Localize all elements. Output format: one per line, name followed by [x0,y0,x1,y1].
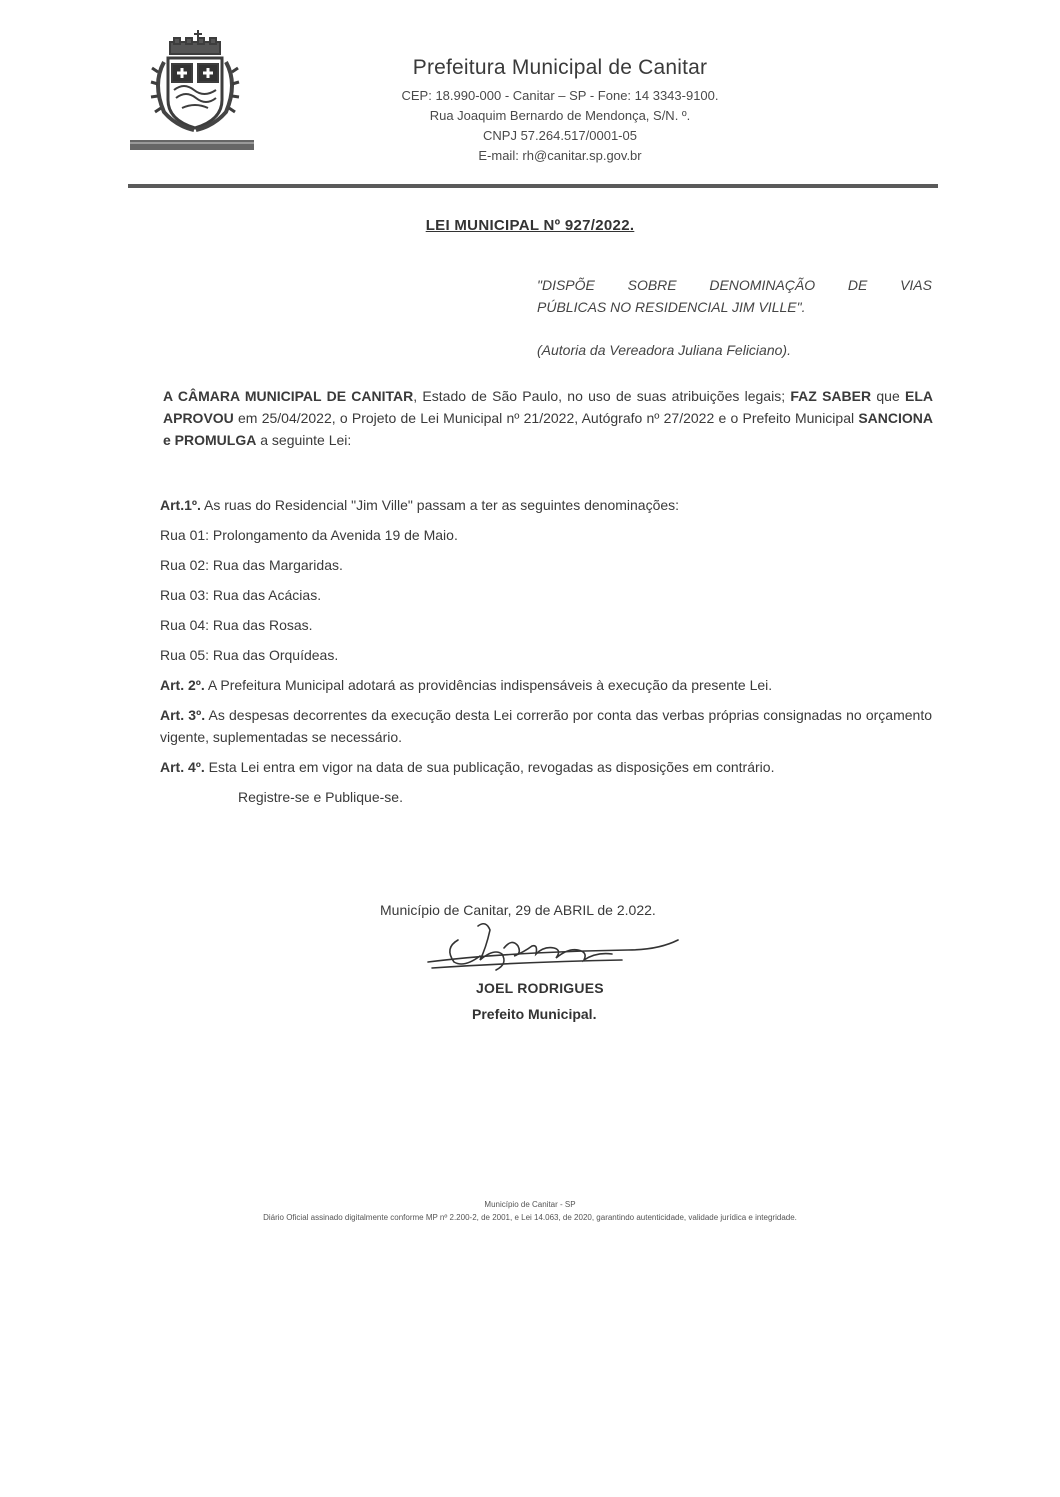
article-3 [160,704,932,748]
article-label: Art. 3º. [160,707,206,723]
handwritten-signature-icon [418,918,688,978]
authorship: (Autoria da Vereadora Juliana Feliciano). [537,342,791,358]
preamble-text: em 25/04/2022, o Projeto de Lei Municipal nº 21/2022, Autógrafo nº 27/2022 e o Prefeito Municipal [233,410,859,426]
preamble-text: que [871,388,906,404]
preamble [163,385,933,451]
article-label: Art. 4º. [160,759,205,775]
ementa-word: DENOMINAÇÃO [709,277,816,293]
signer-role: Prefeito Municipal. [472,1006,597,1022]
preamble-bold: FAZ SABER [790,388,872,404]
email-line: E-mail: rh@canitar.sp.gov.br [478,148,642,163]
ementa-word: DE [847,277,868,293]
article-text: A Prefeitura Municipal adotará as providências indispensáveis à execução da presente Lei. [204,677,773,693]
signer-name: JOEL RODRIGUES [476,980,604,996]
preamble-bold: A CÂMARA MUNICIPAL DE CANITAR [163,388,414,404]
article-2 [160,674,932,696]
law-title: LEI MUNICIPAL Nº 927/2022. [425,217,635,234]
article-text: Esta Lei entra em vigor na data de sua publicação, revogadas as disposições em contrário. [204,759,775,775]
ementa-word: SOBRE [627,277,677,293]
date-line: Município de Canitar, 29 de ABRIL de 2.022. [380,902,656,918]
article-text: As despesas decorrentes da execução desta Lei correrão por conta das verbas próprias consignadas no orçamento vigente, suplementadas se necessário. [160,707,932,745]
street-item: Rua 04: Rua das Rosas. [160,617,313,633]
organization-header [300,56,820,163]
coat-of-arms-icon [128,28,258,158]
header-divider [128,184,938,188]
street-line: Rua Joaquim Bernardo de Mendonça, S/N. º. [429,108,691,123]
article-label: Art.1º. [160,497,201,513]
article-4 [160,756,932,778]
ementa-word: "DISPÕE [537,277,595,293]
preamble-text: , Estado de São Paulo, no uso de suas atribuições legais; [413,388,791,404]
cnpj-line: CNPJ 57.264.517/0001-05 [483,128,637,143]
footer-legal-note: Diário Oficial assinado digitalmente conforme MP nº 2.200-2, de 2001, e Lei 14.063, de 2020, garantindo autenticidade, validade jurídica e integridade. [263,1213,797,1222]
footer-municipality: Município de Canitar - SP [484,1200,576,1209]
article-label: Art. 2º. [160,677,205,693]
preamble-text: a seguinte Lei: [256,432,352,448]
register-publish-line: Registre-se e Publique-se. [238,789,403,805]
organization-name: Prefeitura Municipal de Canitar [412,56,708,79]
street-item: Rua 02: Rua das Margaridas. [160,557,343,573]
article-1 [160,494,932,516]
law-body [160,494,932,816]
ementa-line-1 [537,274,932,296]
street-item: Rua 03: Rua das Acácias. [160,587,322,603]
street-item: Rua 01: Prolongamento da Avenida 19 de Maio. [160,527,458,543]
preamble-bold: SANCIONA e PROMULGA [163,410,933,448]
street-item: Rua 05: Rua das Orquídeas. [160,647,339,663]
ementa-word: VIAS [900,277,932,293]
preamble-bold: ELA APROVOU [163,388,934,426]
ementa-line-2: PÚBLICAS NO RESIDENCIAL JIM VILLE". [537,299,806,315]
address-line: CEP: 18.990-000 - Canitar – SP - Fone: 14 3343-9100. [401,88,719,103]
article-text: As ruas do Residencial "Jim Ville" passam a ter as seguintes denominações: [200,497,680,513]
ementa [537,274,932,318]
